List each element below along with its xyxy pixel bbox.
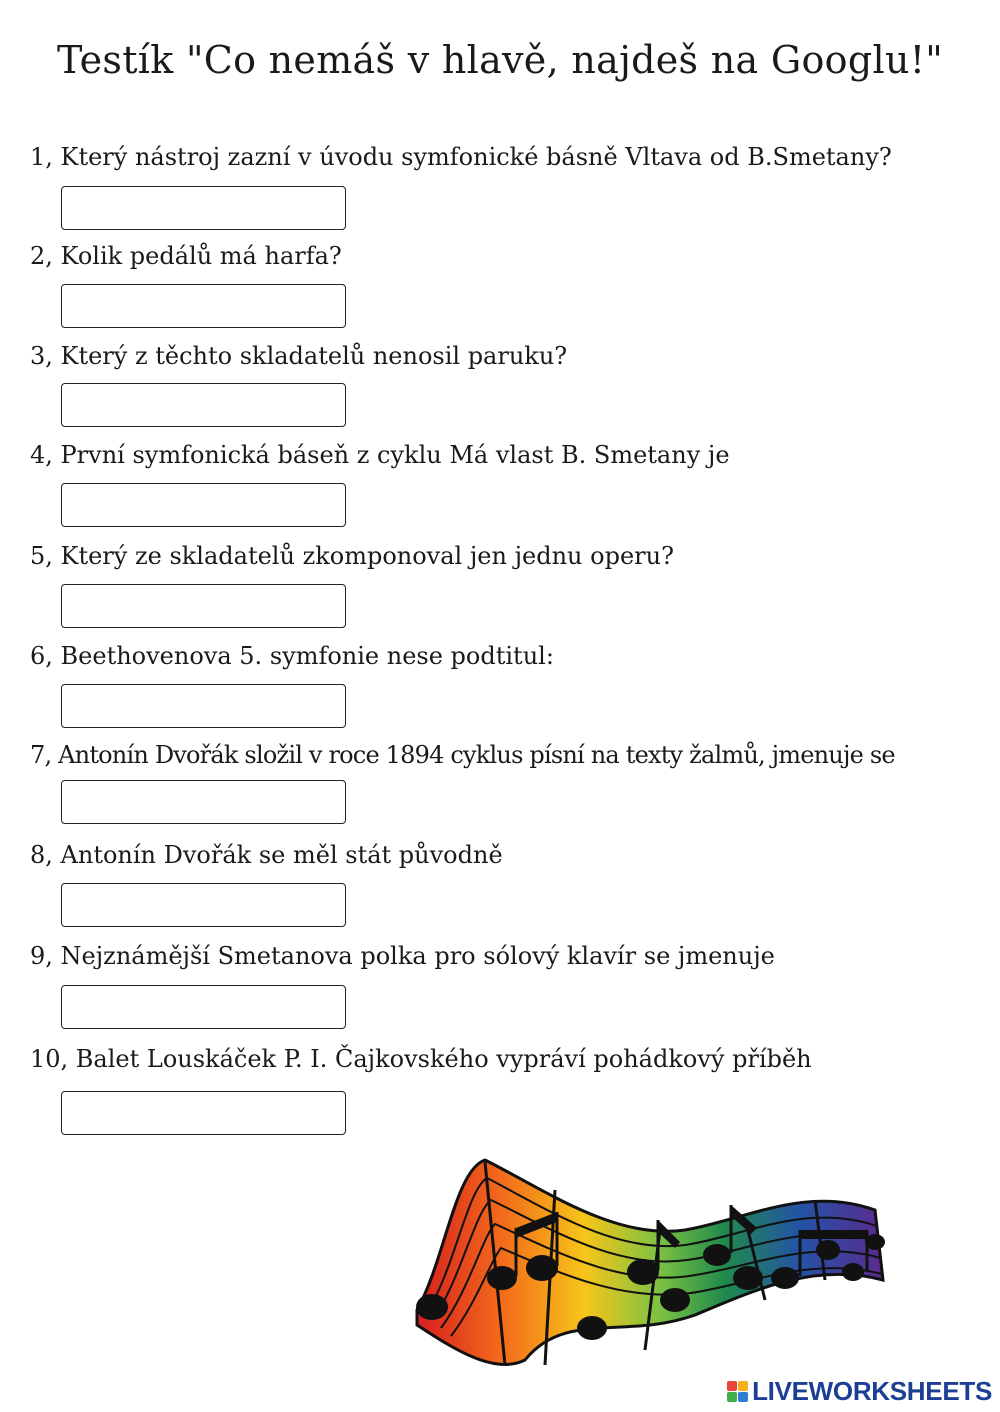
worksheet-title: Testík "Co nemáš v hlavě, najdeš na Googlu!" [56, 38, 944, 82]
question-8: 8, Antonín Dvořák se měl stát původně [30, 841, 503, 869]
question-5: 5, Který ze skladatelů zkomponoval jen jednu operu? [30, 542, 674, 570]
answer-input-6[interactable] [61, 684, 346, 728]
question-2: 2, Kolik pedálů má harfa? [30, 242, 342, 270]
liveworksheets-brand[interactable] [727, 1375, 992, 1406]
question-9: 9, Nejznámější Smetanova polka pro sólový klavír se jmenuje [30, 942, 775, 970]
answer-input-9[interactable] [61, 985, 346, 1029]
liveworksheets-logo-icon [727, 1381, 748, 1402]
question-6: 6, Beethovenova 5. symfonie nese podtitul: [30, 642, 554, 670]
question-3: 3, Který z těchto skladatelů nenosil paruku? [30, 342, 568, 370]
question-1: 1, Který nástroj zazní v úvodu symfonické básně Vltava od B.Smetany? [30, 143, 892, 171]
question-10: 10, Balet Louskáček P. I. Čajkovského vypráví pohádkový příběh [30, 1045, 812, 1073]
question-7: 7, Antonín Dvořák složil v roce 1894 cyklus písní na texty žalmů, jmenuje se [30, 741, 895, 769]
answer-input-3[interactable] [61, 383, 346, 427]
answer-input-1[interactable] [61, 186, 346, 230]
answer-input-10[interactable] [61, 1091, 346, 1135]
answer-input-7[interactable] [61, 780, 346, 824]
answer-input-2[interactable] [61, 284, 346, 328]
brand-text: LIVEWORKSHEETS [752, 1375, 992, 1406]
rainbow-music-staff-icon [405, 1150, 895, 1375]
answer-input-4[interactable] [61, 483, 346, 527]
question-4: 4, První symfonická báseň z cyklu Má vlast B. Smetany je [30, 441, 730, 469]
answer-input-5[interactable] [61, 584, 346, 628]
answer-input-8[interactable] [61, 883, 346, 927]
